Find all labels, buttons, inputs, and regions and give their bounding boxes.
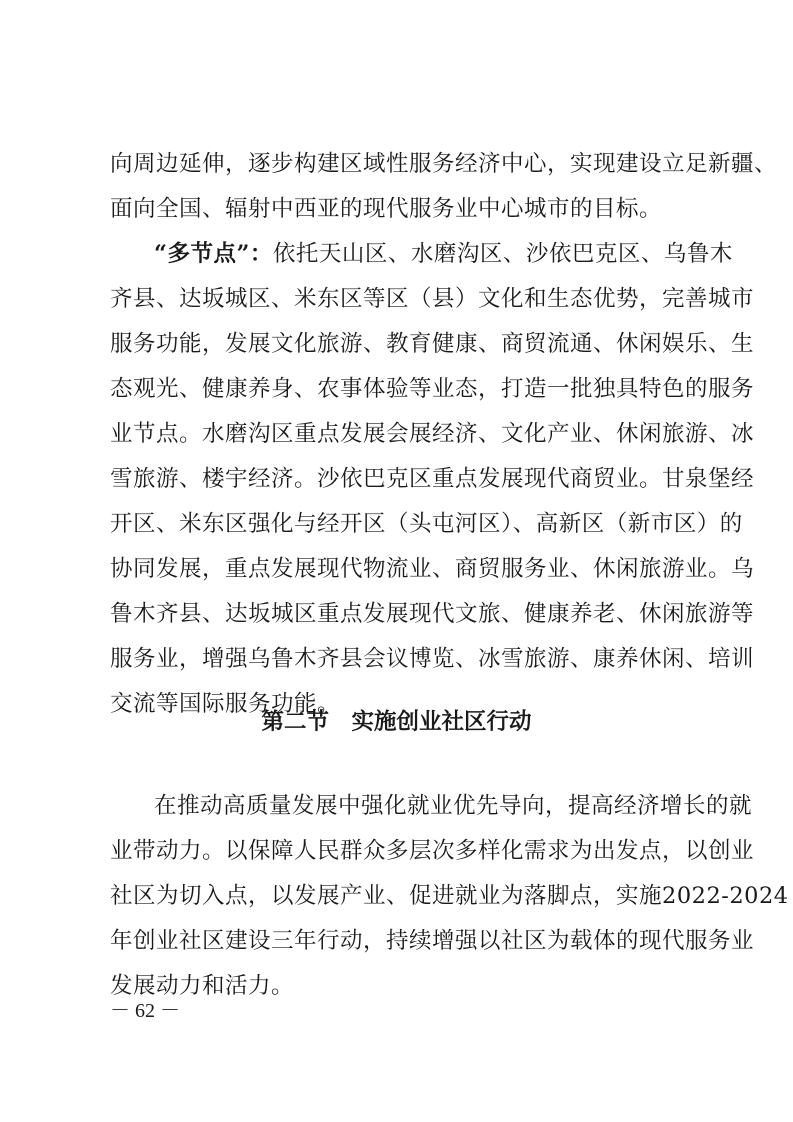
paragraph-2-line-5: 业节点。水磨沟区重点发展会展经济、文化产业、休闲旅游、冰 bbox=[110, 421, 755, 447]
paragraph-2-line-3: 服务功能，发展文化旅游、教育健康、商贸流通、休闲娱乐、生 bbox=[110, 331, 755, 357]
paragraph-2-line-2: 齐县、达坂城区、米东区等区（县）文化和生态优势，完善城市 bbox=[110, 286, 755, 312]
paragraph-2-line-11: 交流等国际服务功能。 bbox=[110, 691, 341, 717]
paragraph-3-line-5: 发展动力和活力。 bbox=[110, 973, 295, 999]
paragraph-3-line-4: 年创业社区建设三年行动，持续增强以社区为载体的现代服务业 bbox=[110, 928, 755, 954]
paragraph-3-line-1: 在推动高质量发展中强化就业优先导向，提高经济增长的就 bbox=[154, 793, 753, 819]
paragraph-2-line-6: 雪旅游、楼宇经济。沙依巴克区重点发展现代商贸业。甘泉堡经 bbox=[110, 466, 755, 492]
paragraph-2-line-8: 协同发展，重点发展现代物流业、商贸服务业、休闲旅游业。乌 bbox=[110, 556, 755, 582]
paragraph-2-line-10: 服务业，增强乌鲁木齐县会议博览、冰雪旅游、康养休闲、培训 bbox=[110, 646, 755, 672]
paragraph-1-line-2: 面向全国、辐射中西亚的现代服务业中心城市的目标。 bbox=[110, 196, 663, 222]
paragraph-1-line-1: 向周边延伸，逐步构建区域性服务经济中心，实现建设立足新疆、 bbox=[110, 151, 778, 177]
paragraph-3-line-3: 社区为切入点，以发展产业、促进就业为落脚点，实施2022-2024 bbox=[110, 883, 789, 909]
paragraph-2-line-1 bbox=[154, 243, 733, 266]
page-number: － 62 － bbox=[110, 1000, 180, 1022]
paragraph-2-lead: “多节点”： bbox=[154, 241, 273, 267]
paragraph-2-line-4: 态观光、健康养身、农事体验等业态，打造一批独具特色的服务 bbox=[110, 376, 755, 402]
paragraph-2-line-9: 鲁木齐县、达坂城区重点发展现代文旅、健康养老、休闲旅游等 bbox=[110, 601, 755, 627]
section-heading: 第二节 实施创业社区行动 bbox=[261, 709, 532, 735]
paragraph-2-line-1-text: 依托天山区、水磨沟区、沙依巴克区、乌鲁木 bbox=[272, 241, 733, 267]
paragraph-2-line-7: 开区、米东区强化与经开区（头屯河区）、高新区（新市区）的 bbox=[110, 511, 743, 537]
paragraph-3-line-2: 业带动力。以保障人民群众多层次多样化需求为出发点，以创业 bbox=[110, 838, 755, 864]
